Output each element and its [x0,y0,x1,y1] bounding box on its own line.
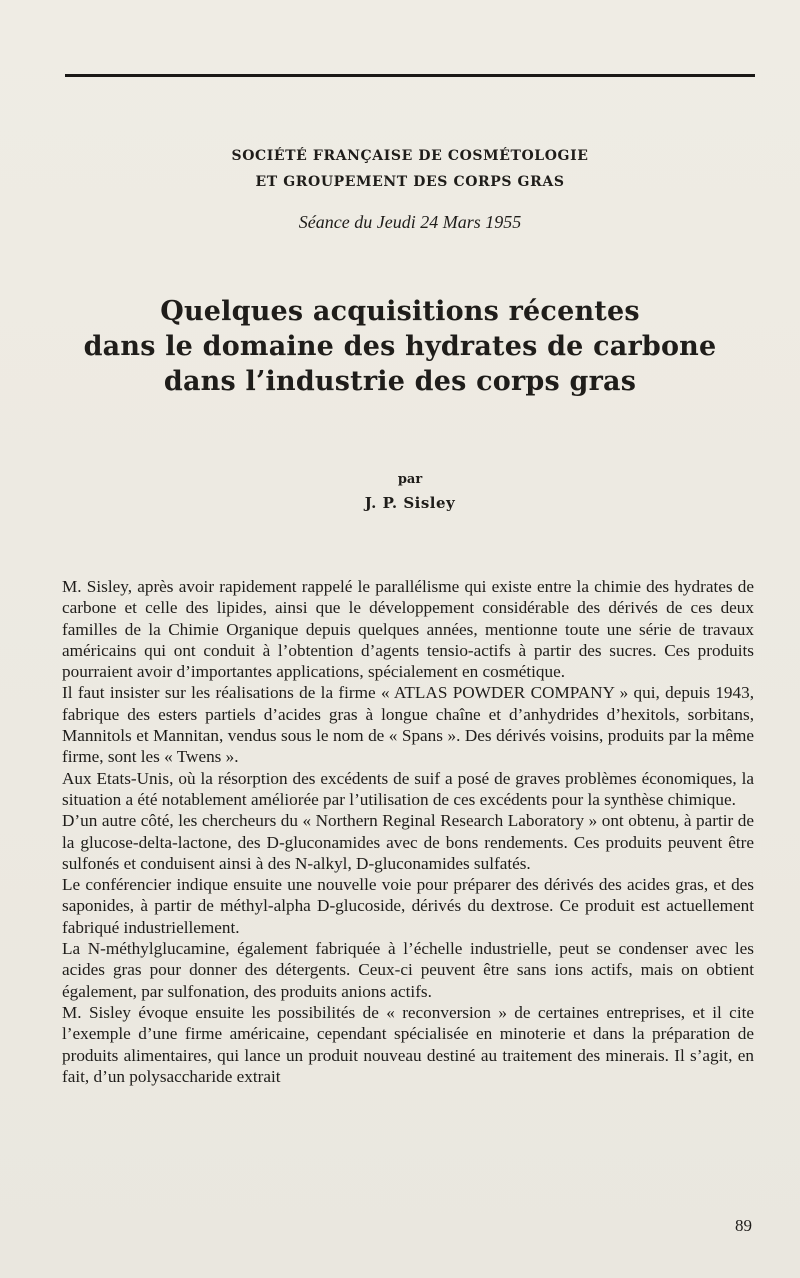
title-line-3: dans l’industrie des corps gras [163,366,637,397]
paragraph: La N-méthylglucamine, également fabriquée à l’échelle industrielle, peut se condenser avec les acides gras pour donner des détergents. Ceux-ci peuvent être sans ions actifs, mais on obtient également, par sulfonation, des produits anions actifs. [62,939,754,1001]
society-line-2: ET GROUPEMENT DES CORPS GRAS [255,174,565,190]
session-date: Séance du Jeudi 24 Mars 1955 [298,212,522,232]
byline-par: par [397,472,423,487]
society-line-1: SOCIÉTÉ FRANÇAISE DE COSMÉTOLOGIE [231,148,589,164]
paragraph: Aux Etats-Unis, où la résorption des excédents de suif a posé de graves problèmes économiques, la situation a été notablement améliorée par l’utilisation de ces excédents pour la synthèse chimique. [62,768,754,809]
title-line-1: Quelques acquisitions récentes [160,296,640,327]
title-line-2: dans le domaine des hydrates de carbone [83,331,717,362]
article-body [62,576,754,1087]
article-title [40,294,760,399]
paragraph: M. Sisley, après avoir rapidement rappelé le parallélisme qui existe entre la chimie des hydrates de carbone et celle des lipides, ainsi que le développement considérable des dérivés de ces deux familles de la Chimie Organique depuis quelques années, mentionne toute une série de travaux américains qui ont conduit à l’obtention d’agents tensio-actifs à partir des sucres. Ces produits pourraient avoir d’importantes applications, spécialement en cosmétique. [62,577,754,682]
top-rule [65,74,755,77]
paragraph: Il faut insister sur les réalisations de la firme « ATLAS POWDER COMPANY » qui, depuis 1943, fabrique des esters partiels d’acides gras à longue chaîne et d’anhydrides d’hexitols, sorbitans, Mannitols et Mannitan, vendus sous le nom de « Spans ». Des dérivés voisins, produits par la même firme, sont les « Twens ». [62,683,754,767]
paragraph: D’un autre côté, les chercheurs du « Northern Reginal Research Laboratory » ont obtenu, à partir de la glucose-delta-lactone, des D-gluconamides avec de bons rendements. Ces produits peuvent être sulfonés et conduisent ainsi à des N-alkyl, D-gluconamides sulfatés. [62,811,754,873]
society-heading [90,143,730,195]
paragraph: Le conférencier indique ensuite une nouvelle voie pour préparer des dérivés des acides gras, et des saponides, à partir de méthyl-alpha D-glucoside, dérivés du dextrose. Ce produit est actuellement fabriqué industriellement. [62,875,754,937]
page-number: 89 [735,1216,752,1235]
paragraph: M. Sisley évoque ensuite les possibilités de « reconversion » de certaines entreprises, et il cite l’exemple d’une firme américaine, cependant spécialisée en minoterie et dans la préparation de produits alimentaires, qui lance un produit nouveau destiné au traitement des minerais. Il s’agit, en fait, d’un polysaccharide extrait [62,1002,754,1086]
author-name: J. P. Sisley [364,494,456,512]
